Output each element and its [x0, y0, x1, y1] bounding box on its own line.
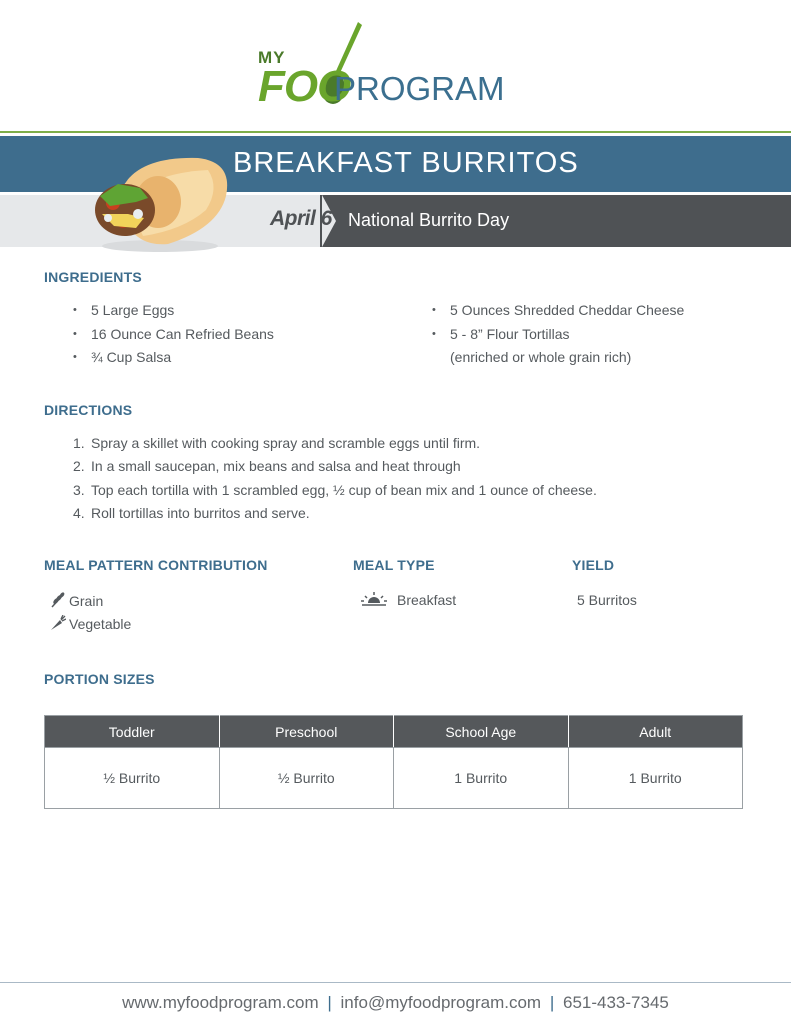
step-text: Roll tortillas into burritos and serve.: [91, 504, 310, 521]
table-cell: 1 Burrito: [568, 748, 743, 809]
footer-separator: |: [549, 993, 555, 1012]
recipe-title: BREAKFAST BURRITOS: [233, 147, 579, 179]
ingredient-note: (enriched or whole grain rich): [450, 349, 632, 365]
meal-pattern-item: [50, 615, 131, 632]
column-header: Preschool: [219, 716, 394, 748]
ingredient-item: • 16 Ounce Can Refried Beans: [73, 323, 403, 347]
footer: [0, 993, 791, 1013]
meal-type-heading: MEAL TYPE: [353, 557, 435, 573]
step-text: Top each tortilla with 1 scrambled egg, ½ cup of bean mix and 1 ounce of cheese.: [91, 481, 597, 498]
meal-pattern-item: [50, 592, 103, 609]
ingredients-list-right: [432, 299, 752, 346]
ingredient-item: • ¾ Cup Salsa: [73, 346, 403, 370]
footer-phone: 651-433-7345: [562, 993, 669, 1012]
table-row: [45, 748, 743, 809]
table-cell: ½ Burrito: [45, 748, 220, 809]
direction-step: [73, 502, 753, 525]
table-cell: ½ Burrito: [219, 748, 394, 809]
event-date: April 6: [270, 207, 332, 230]
footer-website-link[interactable]: www.myfoodprogram.com: [122, 993, 319, 1012]
step-number: 1.: [73, 435, 85, 451]
footer-divider: [0, 982, 791, 983]
footer-email-link[interactable]: info@myfoodprogram.com: [340, 993, 542, 1012]
table-cell: 1 Burrito: [394, 748, 569, 809]
event-name: National Burrito Day: [348, 210, 510, 230]
burrito-illustration: [88, 148, 233, 253]
step-number: 2.: [73, 458, 85, 475]
step-number: 3.: [73, 481, 85, 498]
step-text: Spray a skillet with cooking spray and scramble eggs until firm.: [91, 435, 481, 451]
direction-step: [73, 479, 753, 502]
directions-list: [73, 432, 753, 525]
footer-separator: |: [327, 993, 332, 1012]
direction-step: [73, 432, 753, 455]
portion-sizes-table: [44, 715, 743, 809]
direction-step: [73, 455, 753, 478]
table-header-row: [45, 716, 743, 748]
directions-heading: DIRECTIONS: [44, 402, 133, 418]
column-header: Toddler: [45, 716, 220, 748]
yield-heading: YIELD: [572, 557, 615, 573]
yield-value: 5 Burritos: [577, 592, 637, 608]
ingredients-heading: INGREDIENTS: [44, 269, 142, 285]
wheat-icon: [50, 592, 66, 608]
sunrise-icon: [361, 591, 387, 607]
column-header: Adult: [568, 716, 743, 748]
meal-pattern-label: Grain: [69, 593, 104, 609]
logo-food: FOO: [258, 62, 351, 111]
header-divider: [0, 131, 791, 133]
column-header: School Age: [394, 716, 569, 748]
meal-type-item: [361, 591, 456, 608]
ingredient-item: • 5 - 8” Flour Tortillas: [432, 323, 752, 347]
ingredients-list-left: [73, 299, 403, 370]
brand-logo: [250, 18, 550, 113]
meal-pattern-label: Vegetable: [69, 616, 132, 632]
logo-my: MY: [258, 48, 286, 67]
ingredient-item: • 5 Ounces Shredded Cheddar Cheese: [432, 299, 752, 323]
meal-pattern-heading: MEAL PATTERN CONTRIBUTION: [44, 557, 268, 573]
ingredient-item: • 5 Large Eggs: [73, 299, 403, 323]
step-text: In a small saucepan, mix beans and salsa and heat through: [91, 458, 461, 475]
portion-sizes-heading: PORTION SIZES: [44, 671, 155, 687]
step-number: 4.: [73, 504, 85, 521]
logo-program: PROGRAM: [334, 70, 505, 107]
meal-type-value: Breakfast: [397, 592, 457, 608]
carrot-icon: [50, 615, 66, 631]
